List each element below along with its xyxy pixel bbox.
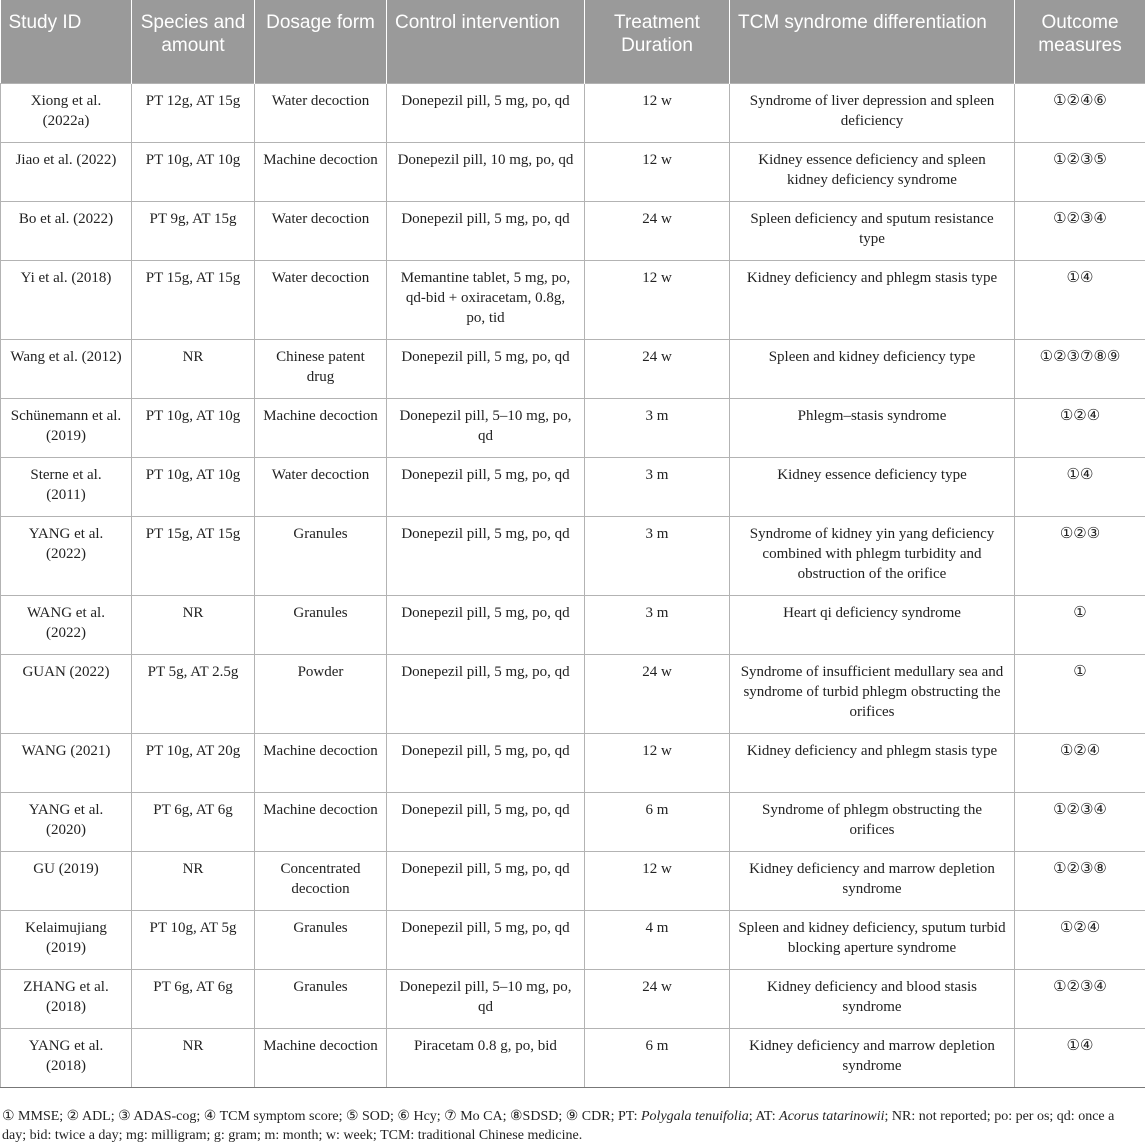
control-cell: Piracetam 0.8 g, po, bid <box>387 1028 585 1087</box>
table-footnote <box>2 1107 1140 1145</box>
duration-cell: 24 w <box>585 969 730 1028</box>
outcome-cell: ①②③⑦⑧⑨ <box>1015 339 1145 398</box>
control-cell: Donepezil pill, 5 mg, po, qd <box>387 851 585 910</box>
study-id-cell: Xiong et al. (2022a) <box>1 83 132 142</box>
dosage-form-cell: Concentrated decoction <box>255 851 387 910</box>
outcome-cell: ① <box>1015 595 1145 654</box>
species-cell: PT 15g, AT 15g <box>132 516 255 595</box>
tcm-syndrome-cell: Phlegm–stasis syndrome <box>730 398 1015 457</box>
table-row <box>1 260 1145 339</box>
header-tcm-syndrome: TCM syndrome differentiation <box>730 0 1015 83</box>
study-id-cell: Sterne et al. (2011) <box>1 457 132 516</box>
dosage-form-cell: Granules <box>255 969 387 1028</box>
table-header-row <box>1 0 1145 83</box>
outcome-cell: ①④ <box>1015 457 1145 516</box>
footnote-pt-name: Polygala tenuifolia <box>641 1109 749 1124</box>
duration-cell: 6 m <box>585 792 730 851</box>
outcome-cell: ①②④ <box>1015 733 1145 792</box>
table-row <box>1 457 1145 516</box>
dosage-form-cell: Machine decoction <box>255 1028 387 1087</box>
outcome-cell: ①②③④ <box>1015 969 1145 1028</box>
duration-cell: 3 m <box>585 398 730 457</box>
tcm-syndrome-cell: Syndrome of liver depression and spleen deficiency <box>730 83 1015 142</box>
tcm-syndrome-cell: Syndrome of insufficient medullary sea and syndrome of turbid phlegm obstructing the orifices <box>730 654 1015 733</box>
duration-cell: 4 m <box>585 910 730 969</box>
control-cell: Memantine tablet, 5 mg, po, qd-bid + oxiracetam, 0.8g, po, tid <box>387 260 585 339</box>
table-row <box>1 910 1145 969</box>
tcm-syndrome-cell: Spleen deficiency and sputum resistance type <box>730 201 1015 260</box>
outcome-cell: ①②③⑧ <box>1015 851 1145 910</box>
study-id-cell: GU (2019) <box>1 851 132 910</box>
tcm-syndrome-cell: Heart qi deficiency syndrome <box>730 595 1015 654</box>
tcm-syndrome-cell: Kidney deficiency and blood stasis syndrome <box>730 969 1015 1028</box>
species-cell: PT 6g, AT 6g <box>132 969 255 1028</box>
species-cell: PT 10g, AT 5g <box>132 910 255 969</box>
duration-cell: 3 m <box>585 516 730 595</box>
control-cell: Donepezil pill, 5–10 mg, po, qd <box>387 398 585 457</box>
species-cell: PT 6g, AT 6g <box>132 792 255 851</box>
dosage-form-cell: Machine decoction <box>255 733 387 792</box>
control-cell: Donepezil pill, 5 mg, po, qd <box>387 83 585 142</box>
duration-cell: 6 m <box>585 1028 730 1087</box>
table-row <box>1 792 1145 851</box>
footnote-part-3: ; NR: not reported; po: per os; qd: once a day; bid: twice a day; mg: milligram; g: gram; m: month; w: week; TCM: traditional Chinese medicine. <box>2 1109 1115 1143</box>
control-cell: Donepezil pill, 5 mg, po, qd <box>387 457 585 516</box>
species-cell: PT 5g, AT 2.5g <box>132 654 255 733</box>
study-id-cell: GUAN (2022) <box>1 654 132 733</box>
outcome-cell: ①②④ <box>1015 398 1145 457</box>
dosage-form-cell: Water decoction <box>255 260 387 339</box>
duration-cell: 3 m <box>585 595 730 654</box>
outcome-cell: ①②③④ <box>1015 792 1145 851</box>
species-cell: NR <box>132 595 255 654</box>
header-dosage-form: Dosage form <box>255 0 387 83</box>
outcome-cell: ①②③⑤ <box>1015 142 1145 201</box>
outcome-cell: ①②④⑥ <box>1015 83 1145 142</box>
duration-cell: 12 w <box>585 733 730 792</box>
control-cell: Donepezil pill, 5 mg, po, qd <box>387 201 585 260</box>
dosage-form-cell: Granules <box>255 516 387 595</box>
duration-cell: 12 w <box>585 142 730 201</box>
table-row <box>1 1028 1145 1087</box>
study-id-cell: Jiao et al. (2022) <box>1 142 132 201</box>
table-row <box>1 142 1145 201</box>
table-row <box>1 851 1145 910</box>
duration-cell: 24 w <box>585 201 730 260</box>
table-row <box>1 733 1145 792</box>
duration-cell: 12 w <box>585 83 730 142</box>
dosage-form-cell: Machine decoction <box>255 142 387 201</box>
table-row <box>1 516 1145 595</box>
header-treatment-duration: Treatment Duration <box>585 0 730 83</box>
footnote-part-2: ; AT: <box>748 1109 780 1124</box>
control-cell: Donepezil pill, 5 mg, po, qd <box>387 910 585 969</box>
tcm-syndrome-cell: Kidney deficiency and marrow depletion syndrome <box>730 851 1015 910</box>
dosage-form-cell: Powder <box>255 654 387 733</box>
species-cell: PT 10g, AT 10g <box>132 457 255 516</box>
outcome-cell: ①②③④ <box>1015 201 1145 260</box>
species-cell: NR <box>132 851 255 910</box>
study-id-cell: YANG et al. (2020) <box>1 792 132 851</box>
tcm-syndrome-cell: Kidney essence deficiency type <box>730 457 1015 516</box>
control-cell: Donepezil pill, 5 mg, po, qd <box>387 792 585 851</box>
dosage-form-cell: Granules <box>255 910 387 969</box>
duration-cell: 24 w <box>585 654 730 733</box>
header-outcome-measures: Outcome measures <box>1015 0 1145 83</box>
dosage-form-cell: Chinese patent drug <box>255 339 387 398</box>
table-row <box>1 83 1145 142</box>
study-id-cell: Wang et al. (2012) <box>1 339 132 398</box>
tcm-syndrome-cell: Spleen and kidney deficiency type <box>730 339 1015 398</box>
study-id-cell: Schünemann et al. (2019) <box>1 398 132 457</box>
species-cell: PT 9g, AT 15g <box>132 201 255 260</box>
study-id-cell: Kelaimujiang (2019) <box>1 910 132 969</box>
tcm-syndrome-cell: Kidney deficiency and phlegm stasis type <box>730 733 1015 792</box>
study-id-cell: Yi et al. (2018) <box>1 260 132 339</box>
outcome-cell: ①④ <box>1015 260 1145 339</box>
species-cell: NR <box>132 1028 255 1087</box>
dosage-form-cell: Machine decoction <box>255 792 387 851</box>
tcm-syndrome-cell: Syndrome of kidney yin yang deficiency combined with phlegm turbidity and obstruction of the orifice <box>730 516 1015 595</box>
control-cell: Donepezil pill, 10 mg, po, qd <box>387 142 585 201</box>
species-cell: PT 12g, AT 15g <box>132 83 255 142</box>
species-cell: PT 10g, AT 10g <box>132 398 255 457</box>
tcm-syndrome-cell: Spleen and kidney deficiency, sputum turbid blocking aperture syndrome <box>730 910 1015 969</box>
outcome-cell: ①②④ <box>1015 910 1145 969</box>
study-id-cell: ZHANG et al. (2018) <box>1 969 132 1028</box>
control-cell: Donepezil pill, 5 mg, po, qd <box>387 733 585 792</box>
tcm-syndrome-cell: Kidney deficiency and phlegm stasis type <box>730 260 1015 339</box>
dosage-form-cell: Water decoction <box>255 83 387 142</box>
footnote-part-1: ① MMSE; ② ADL; ③ ADAS-cog; ④ TCM symptom score; ⑤ SOD; ⑥ Hcy; ⑦ Mo CA; ⑧SDSD; ⑨ CDR; PT: <box>2 1109 641 1124</box>
control-cell: Donepezil pill, 5 mg, po, qd <box>387 339 585 398</box>
study-id-cell: YANG et al. (2018) <box>1 1028 132 1087</box>
table-row <box>1 201 1145 260</box>
species-cell: NR <box>132 339 255 398</box>
duration-cell: 3 m <box>585 457 730 516</box>
study-id-cell: Bo et al. (2022) <box>1 201 132 260</box>
duration-cell: 12 w <box>585 260 730 339</box>
control-cell: Donepezil pill, 5 mg, po, qd <box>387 516 585 595</box>
table-row <box>1 398 1145 457</box>
species-cell: PT 10g, AT 10g <box>132 142 255 201</box>
header-study-id: Study ID <box>1 0 132 83</box>
species-cell: PT 15g, AT 15g <box>132 260 255 339</box>
study-id-cell: YANG et al. (2022) <box>1 516 132 595</box>
outcome-cell: ①④ <box>1015 1028 1145 1087</box>
tcm-syndrome-cell: Syndrome of phlegm obstructing the orifices <box>730 792 1015 851</box>
table-row <box>1 595 1145 654</box>
study-id-cell: WANG (2021) <box>1 733 132 792</box>
duration-cell: 12 w <box>585 851 730 910</box>
duration-cell: 24 w <box>585 339 730 398</box>
control-cell: Donepezil pill, 5 mg, po, qd <box>387 595 585 654</box>
dosage-form-cell: Water decoction <box>255 201 387 260</box>
header-species-amount: Species and amount <box>132 0 255 83</box>
table-row <box>1 339 1145 398</box>
species-cell: PT 10g, AT 20g <box>132 733 255 792</box>
control-cell: Donepezil pill, 5 mg, po, qd <box>387 654 585 733</box>
dosage-form-cell: Granules <box>255 595 387 654</box>
table-row <box>1 969 1145 1028</box>
tcm-syndrome-cell: Kidney deficiency and marrow depletion syndrome <box>730 1028 1015 1087</box>
control-cell: Donepezil pill, 5–10 mg, po, qd <box>387 969 585 1028</box>
tcm-syndrome-cell: Kidney essence deficiency and spleen kidney deficiency syndrome <box>730 142 1015 201</box>
study-id-cell: WANG et al. (2022) <box>1 595 132 654</box>
table-row <box>1 654 1145 733</box>
outcome-cell: ① <box>1015 654 1145 733</box>
outcome-cell: ①②③ <box>1015 516 1145 595</box>
dosage-form-cell: Water decoction <box>255 457 387 516</box>
header-control-intervention: Control intervention <box>387 0 585 83</box>
dosage-form-cell: Machine decoction <box>255 398 387 457</box>
footnote-at-name: Acorus tatarinowii <box>779 1109 885 1124</box>
